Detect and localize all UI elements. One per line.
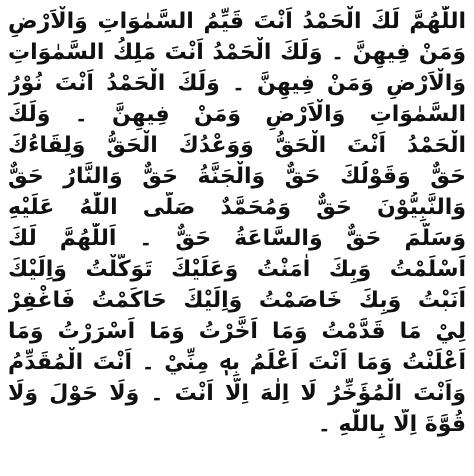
- text-line: وَمَنْ فِيهِنَّ ۔ وَلَكَ الْحَمْدُ اَنْتَ مَلِكُ السَّمٰوَاتِ: [8, 40, 466, 65]
- text-line: اللّٰهُمَّ لَكَ الْحَمْدُ اَنْتَ قَيِّمُ السَّمٰوَاتِ وَالْاَرْضِ: [8, 9, 466, 34]
- text-line: حَقٌّ وَقَوْلُكَ حَقٌّ وَالْجَنَّةُ حَقٌّ وَالنَّارُ حَقٌّ: [8, 164, 466, 189]
- text-line: اَنَبْتُ وَبِكَ خَاصَمْتُ وَاِلَيْكَ حَاكَمْتُ فَاغْفِرْ: [8, 288, 466, 313]
- arabic-text-block: [8, 6, 466, 440]
- text-line: الْحَمْدُ اَنْتَ الْحَقُّ وَوَعْدُكَ الْحَقُّ وَلِقَاءُكَ: [8, 133, 466, 158]
- text-line: اَسْلَمْتُ وَبِكَ اٰمَنْتُ وَعَلَيْكَ تَوَكَّلْتُ وَاِلَيْكَ: [8, 257, 466, 282]
- text-line: وَاَنْتَ الْمُؤَخِّرُ لَا اِلٰهَ اِلَّا اَنْتَ ۔ وَلَا حَوْلَ وَلَا: [8, 381, 466, 406]
- text-line: قُوَّةَ اِلَّا بِاللّٰهِ ۔: [317, 412, 466, 437]
- text-line: وَسَلَّمَ حَقٌّ وَالسَّاعَةُ حَقٌّ ۔ اَللّٰهُمَّ لَكَ: [8, 226, 466, 251]
- text-line: السَّمٰوَاتِ وَالْاَرْضِ وَمَنْ فِيهِنَّ ۔ وَلَكَ: [8, 102, 466, 127]
- text-line: لِيْ مَا قَدَّمْتُ وَمَا اَخَّرْتُ وَمَا اَسْرَرْتُ وَمَا: [8, 319, 466, 344]
- text-line: اَعْلَنْتُ وَمَا اَنْتَ اَعْلَمُ بِهٖ مِنِّيْ ۔ اَنْتَ الْمُقَدِّمُ: [8, 350, 466, 375]
- text-line: وَالْاَرْضِ وَمَنْ فِيهِنَّ ۔ وَلَكَ الْحَمْدُ اَنْتَ نُوْرُ: [8, 71, 466, 96]
- text-line: وَالنَّبِيُّوْنَ حَقٌّ وَمُحَمَّدٌ صَلَّى اللّٰهُ عَلَيْهِ: [8, 195, 466, 220]
